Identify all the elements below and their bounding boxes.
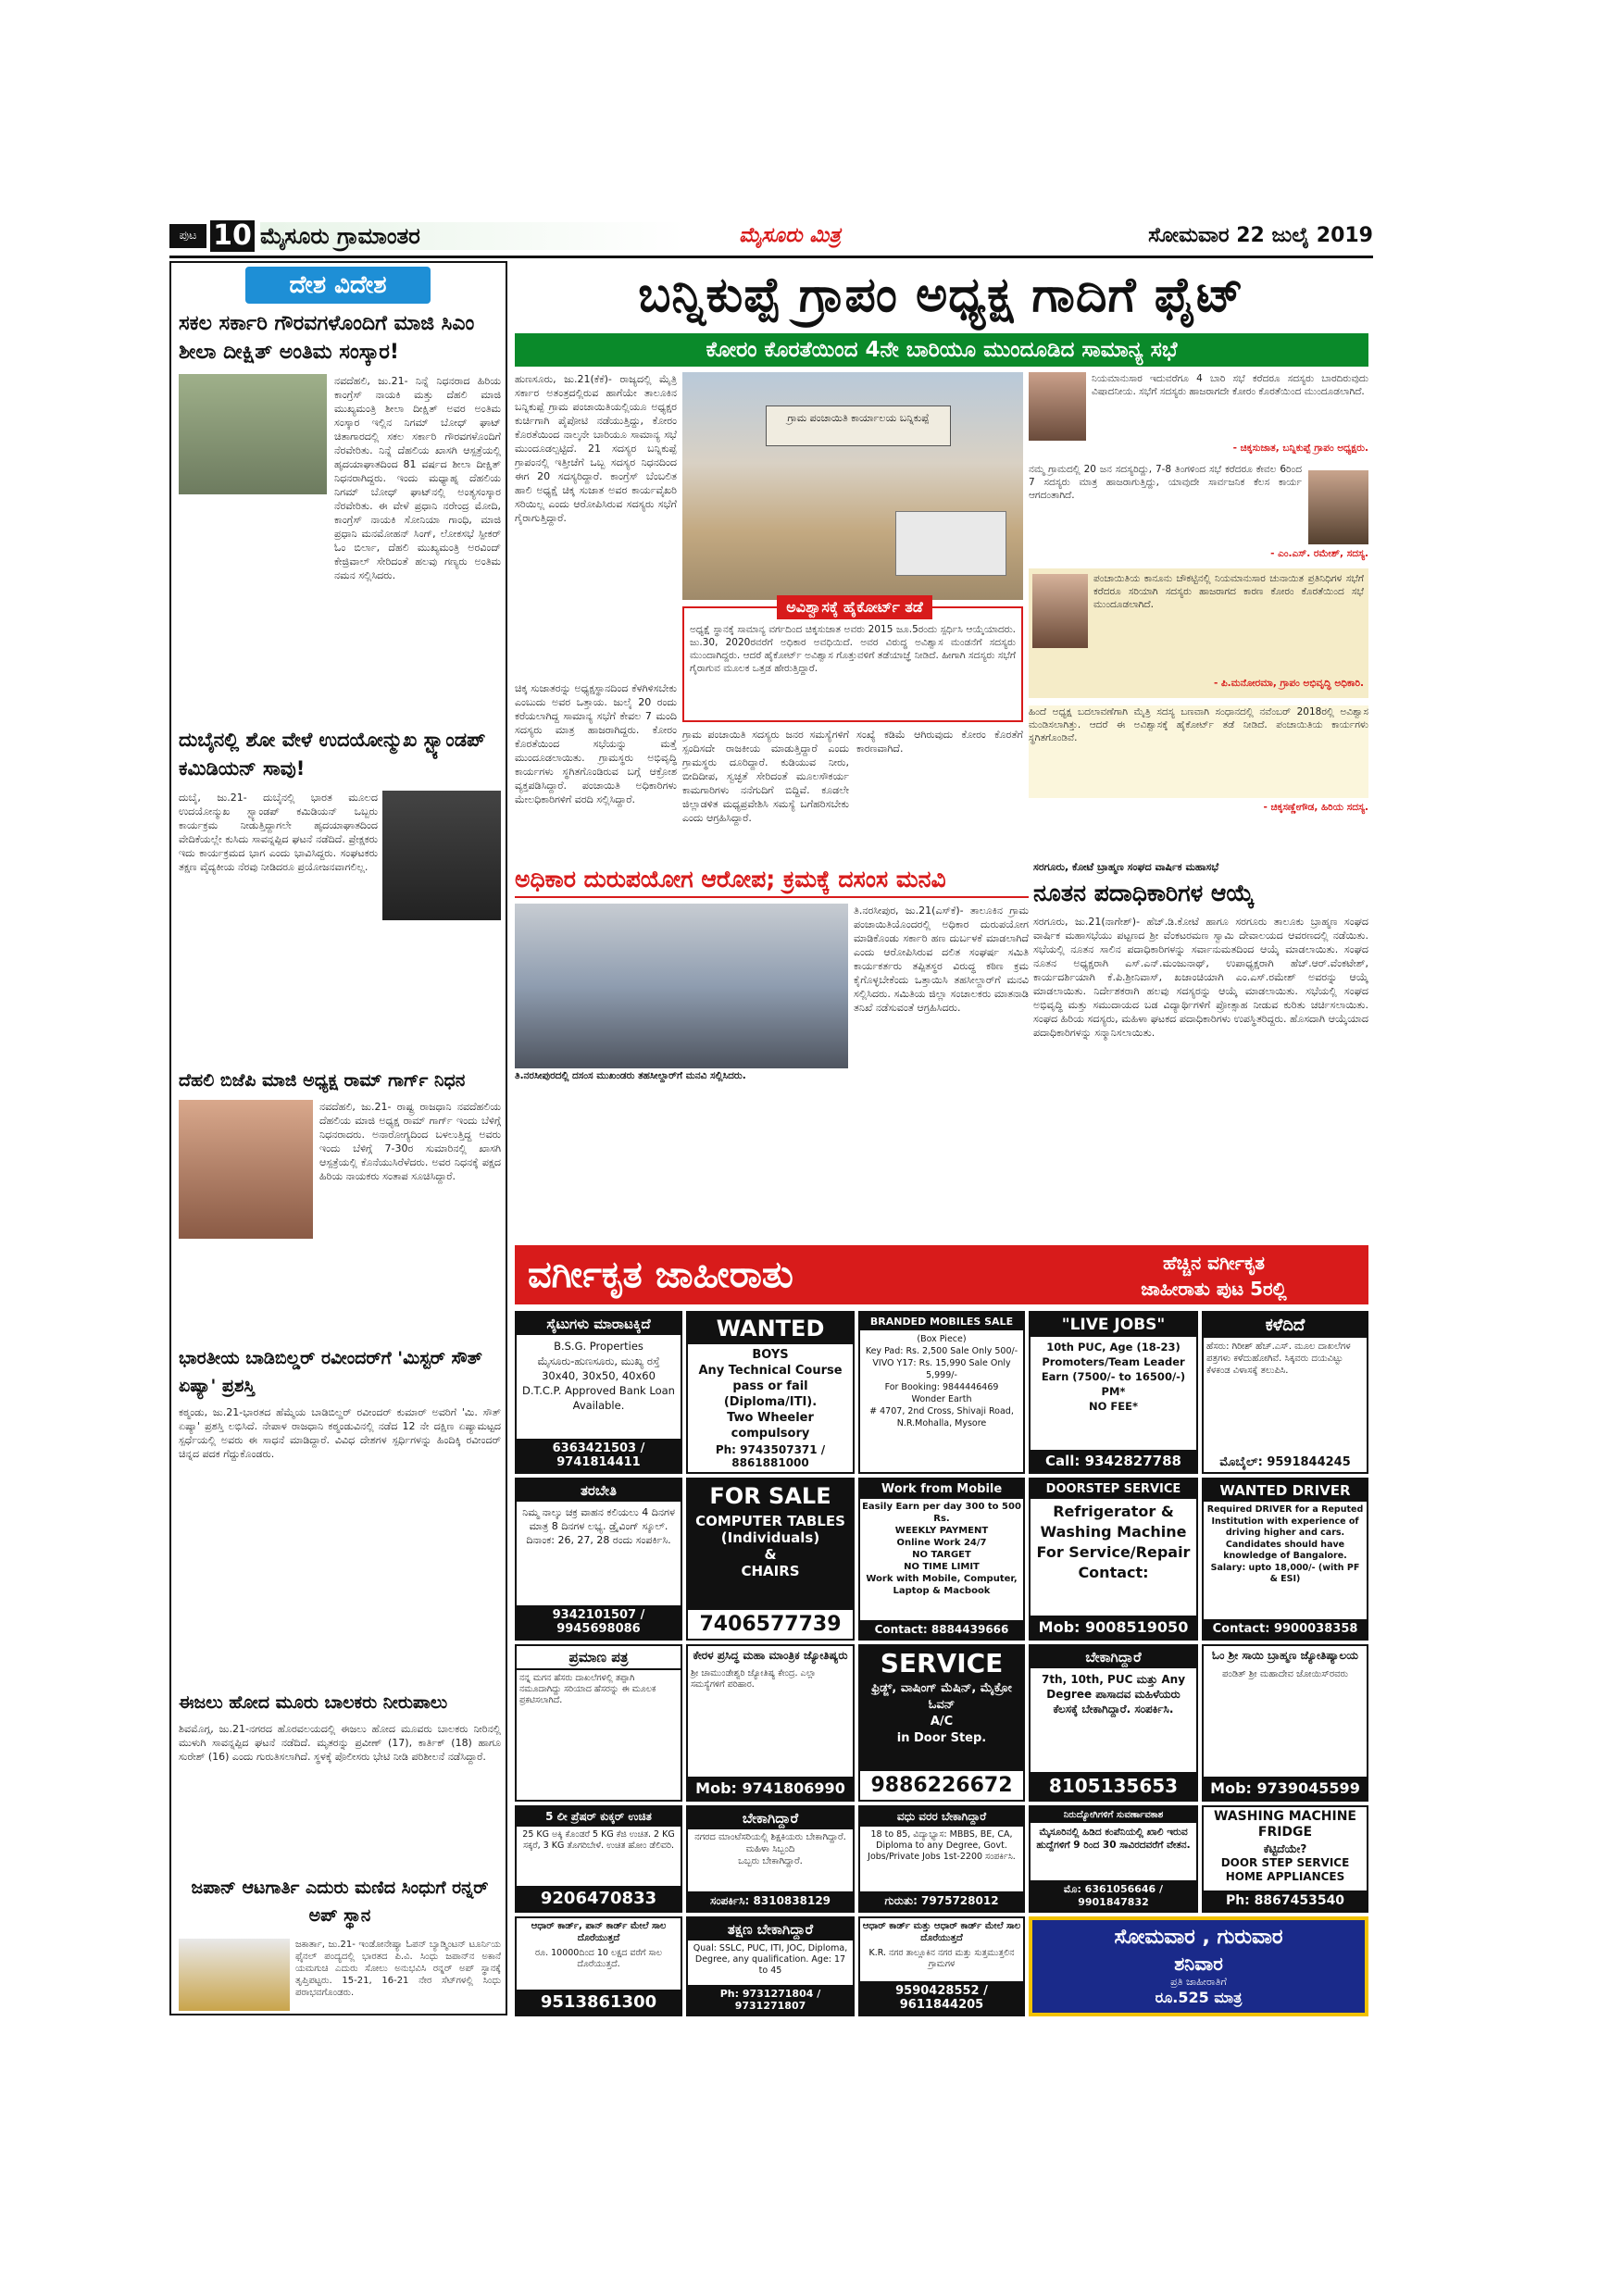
ad-body: ಫ್ರಿಡ್ಜ್, ವಾಷಿಂಗ್ ಮೆಷಿನ್, ಮೈಕ್ರೋ ಓವನ್ A/C in Door Step. xyxy=(871,1681,1012,1745)
ad-work-from-mobile xyxy=(858,1478,1025,1641)
ad-title: ಬೇಕಾಗಿದ್ದಾರೆ xyxy=(1031,1646,1196,1668)
ad-cooker-free xyxy=(515,1805,682,1913)
building-sign: ಗ್ರಾಮ ಪಂಚಾಯಿತಿ ಕಾರ್ಯಾಲಯ ಬನ್ನಿಕುಪ್ಪೆ xyxy=(766,406,951,446)
ad-live-jobs xyxy=(1029,1311,1198,1474)
ad-phone: 6363421503 / 9741814411 xyxy=(517,1439,681,1472)
ad-title: ಕಳೆದಿದೆ xyxy=(1204,1313,1367,1338)
classified-line2: ಜಾಹೀರಾತು ಪುಟ 5ರಲ್ಲಿ xyxy=(1141,1278,1287,1300)
ad-body: Qual: SSLC, PUC, ITI, JOC, Diploma, Degree, any qualification. Age: 17 to 45 xyxy=(693,1943,848,1976)
classified-banner xyxy=(515,1245,1368,1304)
quote4-attribution: - ಚಿಕ್ಕಸಣ್ಣೇಗೌಡ, ಹಿರಿಯ ಸದಸ್ಯ. xyxy=(1263,802,1368,813)
story6-body: ಜಕಾರ್ತಾ, ಜು.21- ಇಂಡೋನೇಷ್ಯಾ ಓಪನ್ ಬ್ಯಾಡ್ಮಿಂಟನ್ ಟೂರ್ನಿಯ ಫೈನಲ್ ಪಂದ್ಯದಲ್ಲಿ ಭಾರತದ ಪಿ.ವಿ. ಸಿಂಧು ಜಪಾನ್‌ನ ಅಕಾನೆ ಯಮಗುಚಿ ಎದುರು ಸೋಲು ಅನುಭವಿಸಿ ರನ್ನರ್ ಅಪ್ ಸ್ಥಾನಕ್ಕೆ ತೃಪ್ತಿಪಟ್ಟರು. 15-21, 16-21 ನೇರ ಸೆಟ್‌ಗಳಲ್ಲಿ ಸಿಂಧು ಪರಾಭವಗೊಂಡರು. xyxy=(295,1940,501,1998)
main-col1: ಹುಣಸೂರು, ಜು.21(ಕೆಕೆ)- ರಾಜ್ಯದಲ್ಲಿ ಮೈತ್ರಿ ಸರ್ಕಾರ ಅತಂತ್ರದಲ್ಲಿರುವ ಹಾಗೆಯೇ ತಾಲೂಕಿನ ಬನ್ನಿಕುಪ್ಪೆ ಗ್ರಾಮ ಪಂಚಾಯಿತಿಯಲ್ಲಿಯೂ ಅಧ್ಯಕ್ಷರ ಕುರ್ಚಿಗಾಗಿ ಪೈಪೋಟಿ ನಡೆಯುತ್ತಿದ್ದು, ಕೋರಂ ಕೊರತೆಯಿಂದ ನಾಲ್ಕನೇ ಬಾರಿಯೂ ಸಾಮಾನ್ಯ ಸಭೆ ಮುಂದೂಡಲ್ಪಟ್ಟಿದೆ. 21 ಸದಸ್ಯರ ಬನ್ನಿಕುಪ್ಪೆ ಗ್ರಾಪಂನಲ್ಲಿ ಇತ್ತೀಚೆಗೆ ಒಬ್ಬ ಸದಸ್ಯರ ನಿಧನದಿಂದ ಈಗ 20 ಸದಸ್ಯರಿದ್ದಾರೆ. ಕಾಂಗ್ರೆಸ್ ಬೆಂಬಲಿತ ಹಾಲಿ ಅಧ್ಯಕ್ಷೆ ಚಿಕ್ಕ ಸುಜಾತ ಅವರ ಕಾರ್ಯವೈಖರಿ ಸರಿಯಿಲ್ಲ ಎಂದು ಆರೋಪಿಸಿರುವ ಸದಸ್ಯರು ಸಭೆಗೆ ಗೈರಾಗುತ್ತಿದ್ದಾರೆ. xyxy=(515,373,677,524)
quote4-body: ಹಿಂದೆ ಅಧ್ಯಕ್ಷ ಬದಲಾವಣೆಗಾಗಿ ಮೈತ್ರಿ ಸದಸ್ಯ ಬಣವಾಗಿ ಸಂಧಾನದಲ್ಲಿ ನವೆಂಬರ್ 2018ರಲ್ಲಿ ಅವಿಶ್ವಾಸ ಮಂಡಿಸಲಾಗಿತ್ತು. ಆದರೆ ಈ ಅವಿಶ್ವಾಸಕ್ಕೆ ಹೈಕೋರ್ಟ್ ತಡೆ ನೀಡಿದೆ. ಪಂಚಾಯಿತಿಯ ಕಾರ್ಯಗಳು ಸ್ಥಗಿತಗೊಂಡಿವೆ. xyxy=(1029,705,1368,798)
ad-phone: 9886226672 xyxy=(860,1771,1023,1800)
quote2-body: ನಮ್ಮ ಗ್ರಾಮದಲ್ಲಿ 20 ಜನ ಸದಸ್ಯರಿದ್ದು, 7-8 ತಿಂಗಳಿಂದ ಸಭೆ ಕರೆದರೂ ಕೇವಲ 6ರಿಂದ 7 ಸದಸ್ಯರು ಮಾತ್ರ ಹಾಜರಾಗುತ್ತಿದ್ದು, ಯಾವುದೇ ಸಾರ್ವಜನಿಕ ಕೆಲಸ ಕಾರ್ಯ ಆಗದಂತಾಗಿದೆ. xyxy=(1029,464,1302,501)
sidebar-title: ಅವಿಶ್ವಾಸಕ್ಕೆ ಹೈಕೋರ್ಟ್ ತಡೆ xyxy=(777,595,932,619)
ad-training xyxy=(515,1478,682,1641)
ad-aadhar-loan xyxy=(515,1916,682,2016)
sidebar-box xyxy=(682,598,1023,722)
ad-phone: 9206470833 xyxy=(517,1886,681,1911)
ad-sites-sale xyxy=(515,1311,682,1474)
ad-title: WANTED DRIVER xyxy=(1204,1479,1367,1502)
ad-phone: 8105135653 xyxy=(1031,1772,1196,1800)
ad-title: SERVICE xyxy=(880,1648,1004,1678)
ad-title: ಪ್ರಮಾಣ ಪತ್ರ xyxy=(517,1646,681,1670)
ad-phone: ಮೊ: 6361056646 / 9901847832 xyxy=(1031,1880,1196,1911)
ad-title: ಸೈಟುಗಳು ಮಾರಾಟಕ್ಕಿದೆ xyxy=(517,1313,681,1335)
ad-title: WANTED xyxy=(688,1313,853,1344)
brahmana-story xyxy=(1033,861,1368,1241)
ad-title: 5 ಲೀ ಪ್ರೆಷರ್ ಕುಕ್ಕರ್ ಉಚಿತ xyxy=(517,1807,681,1827)
ad-mobiles-sale xyxy=(858,1311,1025,1474)
dasanna-body: ತಿ.ನರಸೀಪುರ, ಜು.21(ಎಸ್‌ಕೆ)- ತಾಲೂಕಿನ ಗ್ರಾಮ ಪಂಚಾಯಿತಿಯೊಂದರಲ್ಲಿ ಅಧಿಕಾರ ದುರುಪಯೋಗ ಮಾಡಿಕೊಂಡು ಸರ್ಕಾರಿ ಹಣ ದುರ್ಬಳಕೆ ಮಾಡಲಾಗಿದೆ ಎಂದು ಆರೋಪಿಸಿರುವ ದಲಿತ ಸಂಘರ್ಷ ಸಮಿತಿ ಕಾರ್ಯಕರ್ತರು ತಪ್ಪಿತಸ್ಥರ ವಿರುದ್ಧ ಕಠಿಣ ಕ್ರಮ ಕೈಗೊಳ್ಳಬೇಕೆಂದು ಒತ್ತಾಯಿಸಿ ತಹಸೀಲ್ದಾರ್‌ಗೆ ಮನವಿ ಸಲ್ಲಿಸಿದರು. ಸಮಿತಿಯ ಜಿಲ್ಲಾ ಸಂಚಾಲಕರು ಮಾತನಾಡಿ ತನಿಖೆ ನಡೆಸುವಂತೆ ಆಗ್ರಹಿಸಿದರು. xyxy=(854,905,1029,1014)
ad-phone: 9342101507 / 9945698086 xyxy=(517,1605,681,1639)
ad-body: Easily Earn per day 300 to 500 Rs. WEEKLY PAYMENT Online Work 24/7 NO TARGET NO TIME LIMIT Work with Mobile, Computer, Laptop & Macbook xyxy=(862,1502,1021,1596)
page-label: ಪುಟ xyxy=(169,224,206,248)
ad-body: COMPUTER TABLES (Individuals) & CHAIRS xyxy=(695,1513,845,1579)
page-number: 10 xyxy=(210,220,255,252)
rate-price: ರೂ.525 ಮಾತ್ರ xyxy=(1155,1989,1243,2006)
story2-photo xyxy=(382,791,501,920)
ad-title: ಆಧಾರ್ ಕಾರ್ಡ್ ಮತ್ತು ಆಧಾರ್ ಕಾರ್ಡ್ ಮೇಲೆ ಸಾಲ ದೊರೆಯುತ್ತದೆ xyxy=(862,1921,1021,1943)
story6-photo xyxy=(179,1939,290,2011)
sidebar-body: ಅಧ್ಯಕ್ಷೆ ಸ್ಥಾನಕ್ಕೆ ಸಾಮಾನ್ಯ ವರ್ಗದಿಂದ ಚಿಕ್ಕಸುಜಾತ ಅವರು 2015 ಜೂ.5ರಂದು ಸ್ಪರ್ಧಿಸಿ ಆಯ್ಕೆಯಾದರು. ಜು.30, 2020ರವರೆಗೆ ಅಧಿಕಾರ ಅವಧಿಯಿದೆ. ಅವರ ವಿರುದ್ಧ ಅವಿಶ್ವಾಸ ಮಂಡನೆಗೆ ಸದಸ್ಯರು ಮುಂದಾಗಿದ್ದರು. ಆದರೆ ಹೈಕೋರ್ಟ್ ಅವಿಶ್ವಾಸ ಗೊತ್ತುವಳಿಗೆ ತಡೆಯಾಜ್ಞೆ ನೀಡಿದೆ. ಹೀಗಾಗಿ ಸದಸ್ಯರು ಸಭೆಗೆ ಗೈರಾಗುವ ಮೂಲಕ ಒತ್ತಡ ಹೇರುತ್ತಿದ್ದಾರೆ. xyxy=(690,624,1016,674)
classified-title: ವರ್ಗೀಕೃತ ಜಾಹೀರಾತು xyxy=(528,1254,793,1296)
story3-photo xyxy=(179,1100,313,1239)
story2-headline: ದುಬೈನಲ್ಲಿ ಶೋ ವೇಳೆ ಉದಯೋನ್ಮುಖ ಸ್ಟ್ಯಾಂಡಪ್ ಕಮಿಡಿಯನ್ ಸಾವು! xyxy=(179,729,486,780)
ad-phone: Contact: 9900038358 xyxy=(1204,1619,1367,1639)
ad-astrologer-sai xyxy=(1202,1644,1368,1802)
brahmana-kicker: ಸರಗೂರು, ಕೋಟೆ ಬ್ರಾಹ್ಮಣ ಸಂಘದ ವಾರ್ಷಿಕ ಮಹಾಸಭೆ xyxy=(1033,861,1219,873)
vehicle xyxy=(895,511,1006,576)
section-badge: ದೇಶ ವಿದೇಶ xyxy=(245,267,431,304)
quote3-body: ಪಂಚಾಯಿತಿಯ ಕಾನೂನು ಚೌಕಟ್ಟಿನಲ್ಲಿ ನಿಯಮಾನುಸಾರ ಚುನಾಯಿತ ಪ್ರತಿನಿಧಿಗಳ ಸಭೆಗೆ ಕರೆದರೂ ಸರಿಯಾಗಿ ಸದಸ್ಯರು ಹಾಜರಾಗದ ಕಾರಣ ಕೋರಂ ಕೊರತೆಯಿಂದ ಸಭೆ ಮುಂದೂಡಲಾಗಿದೆ. xyxy=(1093,573,1364,610)
building-photo xyxy=(682,372,1023,600)
ad-doorstep-service xyxy=(1029,1478,1198,1641)
ad-title: "LIVE JOBS" xyxy=(1031,1313,1196,1337)
main-col3: ಗ್ರಾಮ ಪಂಚಾಯಿತಿ ಸದಸ್ಯರು ಜನರ ಸಮಸ್ಯೆಗಳಿಗೆ ಸ್ಪಂದಿಸದೇ ರಾಜಕೀಯ ಮಾಡುತ್ತಿದ್ದಾರೆ ಎಂದು ಗ್ರಾಮಸ್ಥರು ದೂರಿದ್ದಾರೆ. ಕುಡಿಯುವ ನೀರು, ಬೀದಿದೀಪ, ಸ್ವಚ್ಛತೆ ಸೇರಿದಂತೆ ಮೂಲಸೌಕರ್ಯ ಕಾಮಗಾರಿಗಳು ನನೆಗುದಿಗೆ ಬಿದ್ದಿವೆ. ಕೂಡಲೇ ಜಿಲ್ಲಾಡಳಿತ ಮಧ್ಯಪ್ರವೇಶಿಸಿ ಸಮಸ್ಯೆ ಬಗೆಹರಿಸಬೇಕು ಎಂದು ಆಗ್ರಹಿಸಿದ್ದಾರೆ. xyxy=(682,729,849,824)
ad-wanted-boys xyxy=(686,1311,855,1474)
ad-matrimony xyxy=(858,1805,1025,1913)
ad-body: 18 to 85, ವಿದ್ಯಾಭ್ಯಾಸ: MBBS, BE, CA, Diploma to any Degree, Govt. Jobs/Private Jobs 1st-2200 ಸಂಪರ್ಕಿಸಿ. xyxy=(868,1829,1016,1862)
story1-body: ನವದೆಹಲಿ, ಜು.21- ನಿನ್ನೆ ನಿಧನರಾದ ಹಿರಿಯ ಕಾಂಗ್ರೆಸ್ ನಾಯಕಿ ಮತ್ತು ದೆಹಲಿ ಮಾಜಿ ಮುಖ್ಯಮಂತ್ರಿ ಶೀಲಾ ದೀಕ್ಷಿತ್ ಅವರ ಅಂತಿಮ ಸಂಸ್ಕಾರ ಇಲ್ಲಿನ ನಿಗಮ್ ಬೋಧ್ ಘಾಟ್ ಚಿತಾಗಾರದಲ್ಲಿ ಸಕಲ ಸರ್ಕಾರಿ ಗೌರವಗಳೊಂದಿಗೆ ನೆರವೇರಿತು. ನಿನ್ನೆ ದೆಹಲಿಯ ಖಾಸಗಿ ಆಸ್ಪತ್ರೆಯಲ್ಲಿ ಹೃದಯಾಘಾತದಿಂದ 81 ವರ್ಷದ ಶೀಲಾ ದೀಕ್ಷಿತ್ ನಿಧನರಾಗಿದ್ದರು. ಇಂದು ಮಧ್ಯಾಹ್ನ ದೆಹಲಿಯ ನಿಗಮ್ ಬೋಧ್ ಘಾಟ್‌ನಲ್ಲಿ ಅಂತ್ಯಸಂಸ್ಕಾರ ನೆರವೇರಿತು. ಈ ವೇಳೆ ಪ್ರಧಾನಿ ನರೇಂದ್ರ ಮೋದಿ, ಕಾಂಗ್ರೆಸ್ ನಾಯಕಿ ಸೋನಿಯಾ ಗಾಂಧಿ, ಮಾಜಿ ಪ್ರಧಾನಿ ಮನಮೋಹನ್ ಸಿಂಗ್, ಲೋಕಸಭೆ ಸ್ಪೀಕರ್ ಓಂ ಬಿರ್ಲಾ, ದೆಹಲಿ ಮುಖ್ಯಮಂತ್ರಿ ಅರವಿಂದ್ ಕೇಜ್ರಿವಾಲ್ ಸೇರಿದಂತೆ ಹಲವು ಗಣ್ಯರು ಅಂತಿಮ ನಮನ ಸಲ್ಲಿಸಿದರು. xyxy=(334,375,501,581)
main-col3b: ಸಂಖ್ಯೆ ಕಡಿಮೆ ಆಗಿರುವುದು ಕೋರಂ ಕೊರತೆಗೆ ಕಾರಣವಾಗಿದೆ. xyxy=(856,729,1023,755)
ad-appliance-service xyxy=(858,1644,1025,1802)
ad-title: ತಕ್ಷಣ ಬೇಕಾಗಿದ್ದಾರೆ xyxy=(688,1918,853,1940)
main-col2: ಚಿಕ್ಕ ಸುಜಾತರನ್ನು ಅಧ್ಯಕ್ಷಸ್ಥಾನದಿಂದ ಕೆಳಗಿಳಿಸಬೇಕು ಎಂಬುದು ಅವರ ಒತ್ತಾಯ. ಜುಲೈ 20 ರಂದು ಕರೆಯಲಾಗಿದ್ದ ಸಾಮಾನ್ಯ ಸಭೆಗೆ ಕೇವಲ 7 ಮಂದಿ ಸದಸ್ಯರು ಮಾತ್ರ ಹಾಜರಾಗಿದ್ದರು. ಕೋರಂ ಕೊರತೆಯಿಂದ ಸಭೆಯನ್ನು ಮತ್ತೆ ಮುಂದೂಡಲಾಯಿತು. ಗ್ರಾಮಸ್ಥರು ಅಭಿವೃದ್ಧಿ ಕಾರ್ಯಗಳು ಸ್ಥಗಿತಗೊಂಡಿರುವ ಬಗ್ಗೆ ಆಕ್ರೋಶ ವ್ಯಕ್ತಪಡಿಸಿದ್ದಾರೆ. ಪಂಚಾಯಿತಿ ಅಧಿಕಾರಿಗಳು ಮೇಲಧಿಕಾರಿಗಳಿಗೆ ವರದಿ ಸಲ್ಲಿಸಿದ್ದಾರೆ. xyxy=(515,682,677,805)
rate-per-ad: ಪ್ರತಿ ಜಾಹೀರಾತಿಗೆ xyxy=(1170,1976,1227,1988)
story6-headline: ಜಪಾನ್ ಆಟಗಾರ್ತಿ ಎದುರು ಮಣಿದ ಸಿಂಧುಗೆ ರನ್ನರ್ ಅಪ್ ಸ್ಥಾನ xyxy=(191,1878,489,1926)
ad-title: Work from Mobile xyxy=(860,1479,1023,1499)
ad-phone: ಗುರುತು: 7975728012 xyxy=(860,1891,1023,1911)
ad-title: FOR SALE xyxy=(709,1483,831,1509)
ad-title: BRANDED MOBILES SALE xyxy=(860,1313,1023,1330)
quote2-photo xyxy=(1308,470,1368,544)
ad-body: ರೂ. 10000ದಿಂದ 10 ಲಕ್ಷದ ವರೆಗೆ ಸಾಲ ದೊರೆಯುತ್ತದೆ. xyxy=(534,1948,663,1969)
quote1-attribution: - ಚಿಕ್ಕಸುಜಾತ, ಬನ್ನಿಕುಪ್ಪೆ ಗ್ರಾಪಂ ಅಧ್ಯಕ್ಷರು. xyxy=(1232,443,1368,454)
ad-phone: Contact: 8884439666 xyxy=(860,1620,1023,1639)
rate-box xyxy=(1029,1916,1368,2016)
ad-body: BOYS Any Technical Course pass or fail (Diploma/ITI). Two Wheeler compulsory xyxy=(698,1348,843,1441)
ad-title: WASHING MACHINE FRIDGE xyxy=(1214,1809,1356,1840)
ad-body: Refrigerator & Washing Machine For Service/Repair Contact: xyxy=(1036,1503,1191,1581)
ad-phone: Mob: 9741806990 xyxy=(688,1777,853,1800)
ad-phone: 7406577739 xyxy=(688,1610,853,1639)
ad-certificate xyxy=(515,1644,682,1802)
quote3-box xyxy=(1029,568,1368,698)
quote3-attribution: - ಪಿ.ಮನೋರಮಾ, ಗ್ರಾಪಂ ಅಭಿವೃದ್ಧಿ ಅಧಿಕಾರಿ. xyxy=(1213,678,1364,689)
ad-wanted-urgent xyxy=(686,1916,855,2016)
ad-title: ವಧು ವರರ ಬೇಕಾಗಿದ್ದಾರೆ xyxy=(860,1807,1023,1827)
ad-phone: ಮೊಬೈಲ್: 9591844245 xyxy=(1204,1453,1367,1472)
story2-body: ದುಬೈ, ಜು.21- ದುಬೈನಲ್ಲಿ ಭಾರತ ಮೂಲದ ಉದಯೋನ್ಮುಖ ಸ್ಟ್ಯಾಂಡಪ್ ಕಮಿಡಿಯನ್ ಒಬ್ಬರು ಕಾರ್ಯಕ್ರಮ ನೀಡುತ್ತಿದ್ದಾಗಲೇ ಹೃದಯಾಘಾತದಿಂದ ವೇದಿಕೆಯಲ್ಲೇ ಕುಸಿದು ಸಾವನ್ನಪ್ಪಿದ ಘಟನೆ ನಡೆದಿದೆ. ಪ್ರೇಕ್ಷಕರು ಇದು ಕಾರ್ಯಕ್ರಮದ ಭಾಗ ಎಂದು ಭಾವಿಸಿದ್ದರು. ಸಂಘಟಕರು ತಕ್ಷಣ ವೈದ್ಯಕೀಯ ನೆರವು ನೀಡಿದರೂ ಪ್ರಯೋಜನವಾಗಲಿಲ್ಲ. xyxy=(179,792,378,873)
ad-phone: ಸಂಪರ್ಕಿಸಿ: 8310838129 xyxy=(688,1891,853,1911)
classified-line1: ಹೆಚ್ಚಿನ ವರ್ಗೀಕೃತ xyxy=(1162,1252,1265,1274)
ad-title: ತರಬೇತಿ xyxy=(517,1479,681,1502)
ad-phone: Call: 9342827788 xyxy=(1031,1450,1196,1472)
rate-day3: ಶನಿವಾರ xyxy=(1174,1953,1223,1975)
page-header xyxy=(169,220,1373,254)
dasanna-headline: ಅಧಿಕಾರ ದುರುಪಯೋಗ ಆರೋಪ; ಕ್ರಮಕ್ಕೆ ದಸಂಸ ಮನವಿ xyxy=(515,861,1029,898)
story3-headline: ದೆಹಲಿ ಬಿಜೆಪಿ ಮಾಜಿ ಅಧ್ಯಕ್ಷ ರಾಮ್ ಗಾರ್ಗ್ ನಿಧನ xyxy=(179,1070,466,1091)
header-rule xyxy=(169,256,1373,258)
ad-phone: Ph: 8867453540 xyxy=(1204,1890,1367,1911)
ad-title: ಕೇರಳ ಪ್ರಸಿದ್ಧ ಮಹಾ ಮಾಂತ್ರಿಕ ಜ್ಯೋತಿಷ್ಯರು xyxy=(693,1649,848,1662)
story5-headline: ಈಜಲು ಹೋದ ಮೂರು ಬಾಲಕರು ನೀರುಪಾಲು xyxy=(179,1692,448,1713)
dasanna-story xyxy=(515,861,1029,1241)
ad-body: 25 KG ಅಕ್ಕಿ ಕೊಂಡರೆ 5 KG ಕೆಜಿ ಉಚಿತ. 2 KG ಸಕ್ಕರೆ, 3 KG ತೊಗರಿಬೇಳೆ. ಉಚಿತ ಹೋಂ ಡೆಲಿವರಿ. xyxy=(522,1829,675,1851)
ad-phone: Mob: 9008519050 xyxy=(1031,1616,1196,1639)
ad-phone: 9513861300 xyxy=(517,1990,681,2015)
ad-body: ಹೆಸರು: ಗಿರೀಶ್ ಹೆಚ್.ಎಸ್. ಮೂಲ ದಾಖಲೆಗಳ ಪತ್ರಗಳು ಕಳೆದುಹೋಗಿವೆ. ಸಿಕ್ಕವರು ದಯವಿಟ್ಟು ಕೆಳಕಂಡ ವಿಳಾಸಕ್ಕೆ ತಲುಪಿಸಿ. xyxy=(1206,1341,1351,1376)
dasanna-photo xyxy=(515,904,848,1068)
quote2-attribution: - ಎಂ.ಎಸ್. ರಮೇಶ್, ಸದಸ್ಯ. xyxy=(1270,548,1368,559)
brahmana-headline: ನೂತನ ಪದಾಧಿಕಾರಿಗಳ ಆಯ್ಕೆ xyxy=(1033,880,1255,906)
ad-wanted-women xyxy=(1029,1644,1198,1802)
ad-body: (Box Piece) Key Pad: Rs. 2,500 Sale Only 500/- VIVO Y17: Rs. 15,990 Sale Only 5,999/- For Booking: 9844446469 Wonder Earth # 4707, 2nd Cross, Shivaji Road, N.R.Mohalla, Mysore xyxy=(865,1334,1018,1429)
ad-body: 7th, 10th, PUC ಮತ್ತು Any Degree ಪಾಸಾದವ ಮಹಿಳೆಯರು ಕೆಲಸಕ್ಕೆ ಬೇಕಾಗಿದ್ದಾರೆ. ಸಂಪರ್ಕಿಸಿ. xyxy=(1041,1673,1186,1716)
main-subheadline: ಕೋರಂ ಕೊರತೆಯಿಂದ 4ನೇ ಬಾರಿಯೂ ಮುಂದೂಡಿದ ಸಾಮಾನ್ಯ ಸಭೆ xyxy=(515,333,1368,367)
ad-body: K.R. ನಗರ ತಾಲ್ಲೂಕಿನ ನಗರ ಮತ್ತು ಸುತ್ತಮುತ್ತಲಿನ ಗ್ರಾಮಗಳ xyxy=(868,1948,1015,1969)
story4-body: ಕಠ್ಮಂಡು, ಜು.21-ಭಾರತದ ಹೆಮ್ಮೆಯ ಬಾಡಿಬಿಲ್ಡರ್ ರವೀಂದರ್ ಕುಮಾರ್ ಅವರಿಗೆ 'ಮಿ. ಸೌತ್ ಏಷ್ಯಾ' ಪ್ರಶಸ್ತಿ ಲಭಿಸಿದೆ. ನೇಪಾಳ ರಾಜಧಾನಿ ಕಠ್ಮಂಡುವಿನಲ್ಲಿ ನಡೆದ 12 ನೇ ದಕ್ಷಿಣ ಏಷ್ಯಾಮಟ್ಟದ ಸ್ಪರ್ಧೆಯಲ್ಲಿ ಅವರು ಈ ಸಾಧನೆ ಮಾಡಿದ್ದಾರೆ. ವಿವಿಧ ದೇಶಗಳ ಸ್ಪರ್ಧಿಗಳನ್ನು ಹಿಂದಿಕ್ಕಿ ರವೀಂದರ್ ಚಿನ್ನದ ಪದಕ ಗೆದ್ದುಕೊಂಡರು. xyxy=(179,1406,501,1460)
ad-title: ಬೇಕಾಗಿದ್ದಾರೆ xyxy=(688,1807,853,1829)
ad-body: ನಿಮ್ಮ ನಾಲ್ಕು ಚಕ್ರ ವಾಹನ ಕಲಿಯಲು 4 ದಿನಗಳ ಮಾತ್ರ 8 ದಿನಗಳ ಲಭ್ಯ. ಡ್ರೈವಿಂಗ್ ಸ್ಕೂಲ್. ದಿನಾಂಕ: 26, 27, 28 ರಂದು ಸಂಪರ್ಕಿಸಿ. xyxy=(522,1506,675,1546)
ad-lost xyxy=(1202,1311,1368,1474)
ad-washing-machine xyxy=(1202,1805,1368,1913)
story1-headline: ಸಕಲ ಸರ್ಕಾರಿ ಗೌರವಗಳೊಂದಿಗೆ ಮಾಜಿ ಸಿಎಂ ಶೀಲಾ ದೀಕ್ಷಿತ್ ಅಂತಿಮ ಸಂಸ್ಕಾರ! xyxy=(179,312,475,364)
ad-title: ಓಂ ಶ್ರೀ ಸಾಯಿ ಬ್ರಾಹ್ಮಣ ಜ್ಯೋತಿಷ್ಯಾಲಯ xyxy=(1212,1649,1358,1662)
ad-body: ನಗರದ ಮಾಂಟೆಸರಿಯಲ್ಲಿ ಶಿಕ್ಷಕಿಯರು ಬೇಕಾಗಿದ್ದಾರೆ. ಮಹಿಳಾ ಸಿಬ್ಬಂದಿ ಒಬ್ಬರು ಬೇಕಾಗಿದ್ದಾರೆ. xyxy=(694,1832,846,1866)
ad-aadhar-loan-2 xyxy=(858,1916,1025,2016)
ad-jobs-opportunity xyxy=(1029,1805,1198,1913)
ad-wanted-driver xyxy=(1202,1478,1368,1641)
ad-body: 10th PUC, Age (18-23) Promoters/Team Leader Earn (7500/- to 16500/-) PM* NO FEE* xyxy=(1041,1341,1186,1413)
quote1-photo xyxy=(1029,372,1086,441)
ad-phone: Mob: 9739045599 xyxy=(1204,1777,1367,1800)
story3-body: ನವದೆಹಲಿ, ಜು.21- ರಾಷ್ಟ್ರ ರಾಜಧಾನಿ ನವದೆಹಲಿಯ ದೆಹಲಿಯ ಮಾಜಿ ಅಧ್ಯಕ್ಷ ರಾಮ್ ಗಾರ್ಗ್ ಇಂದು ಬೆಳಿಗ್ಗೆ ನಿಧನರಾದರು. ಅನಾರೋಗ್ಯದಿಂದ ಬಳಲುತ್ತಿದ್ದ ಅವರು ಇಂದು ಬೆಳಿಗ್ಗೆ 7-30ರ ಸುಮಾರಿನಲ್ಲಿ ಖಾಸಗಿ ಆಸ್ಪತ್ರೆಯಲ್ಲಿ ಕೊನೆಯುಸಿರೆಳೆದರು. ಅವರ ನಿಧನಕ್ಕೆ ಪಕ್ಷದ ಹಿರಿಯ ನಾಯಕರು ಸಂತಾಪ ಸೂಚಿಸಿದ್ದಾರೆ. xyxy=(319,1101,501,1182)
quote1-body: ನಿಯಮಾನುಸಾರ ಇದುವರೆಗೂ 4 ಬಾರಿ ಸಭೆ ಕರೆದರೂ ಸದಸ್ಯರು ಬಾರದಿರುವುದು ವಿಷಾದನೀಯ. ಸಭೆಗೆ ಸದಸ್ಯರು ಹಾಜರಾಗದೇ ಕೋರಂ ಕೊರತೆಯಿಂದ ಮುಂದೂಡಲಾಗಿದೆ. xyxy=(1092,373,1368,397)
ad-body: B.S.G. Properties ಮೈಸೂರು-ಹುಣಸೂರು, ಮುಖ್ಯ ರಸ್ತೆ 30x40, 30x50, 40x60 D.T.C.P. Approved Bank Loan Available. xyxy=(522,1340,675,1412)
ad-title: ಆಧಾರ್ ಕಾರ್ಡ್, ಪಾನ್ ಕಾರ್ಡ್ ಮೇಲೆ ಸಾಲ ದೊರೆಯುತ್ತದೆ xyxy=(531,1921,667,1943)
story4-headline: ಭಾರತೀಯ ಬಾಡಿಬಿಲ್ಡರ್ ರವೀಂದರ್‌ಗೆ 'ಮಿಸ್ಟರ್ ಸೌತ್ ಏಷ್ಯಾ' ಪ್ರಶಸ್ತಿ xyxy=(179,1348,482,1396)
ad-body: ನನ್ನ ಮಗನ ಹೆಸರು ದಾಖಲೆಗಳಲ್ಲಿ ತಪ್ಪಾಗಿ ನಮೂದಾಗಿದ್ದು ಸರಿಯಾದ ಹೆಸರನ್ನು ಈ ಮೂಲಕ ಪ್ರಕಟಿಸಲಾಗಿದೆ. xyxy=(519,1673,656,1705)
ad-wanted-teachers xyxy=(686,1805,855,1913)
brahmana-body: ಸರಗೂರು, ಜು.21(ನಾಗೇಶ್)- ಹೆಚ್.ಡಿ.ಕೋಟೆ ಹಾಗೂ ಸರಗೂರು ತಾಲೂಕು ಬ್ರಾಹ್ಮಣ ಸಂಘದ ವಾರ್ಷಿಕ ಮಹಾಸಭೆಯು ಪಟ್ಟಣದ ಶ್ರೀ ವೆಂಕಟರಮಣ ಸ್ವಾಮಿ ದೇವಾಲಯದ ಆವರಣದಲ್ಲಿ ನಡೆಯಿತು. ಸಭೆಯಲ್ಲಿ ನೂತನ ಸಾಲಿನ ಪದಾಧಿಕಾರಿಗಳನ್ನು ಸರ್ವಾನುಮತದಿಂದ ಆಯ್ಕೆ ಮಾಡಲಾಯಿತು. ಸಂಘದ ನೂತನ ಅಧ್ಯಕ್ಷರಾಗಿ ಎಸ್.ಎನ್.ಮಂಜುನಾಥ್, ಉಪಾಧ್ಯಕ್ಷರಾಗಿ ಹೆಚ್.ಆರ್.ವೆಂಕಟೇಶ್, ಕಾರ್ಯದರ್ಶಿಯಾಗಿ ಕೆ.ಪಿ.ಶ್ರೀನಿವಾಸ್, ಖಜಾಂಚಿಯಾಗಿ ಎಂ.ಎಸ್.ರಮೇಶ್ ಅವರನ್ನು ಆಯ್ಕೆ ಮಾಡಲಾಯಿತು. ನಿರ್ದೇಶಕರಾಗಿ ಹಲವು ಸದಸ್ಯರನ್ನು ಆಯ್ಕೆ ಮಾಡಲಾಯಿತು. ಸಭೆಯಲ್ಲಿ ಸಂಘದ ಅಭಿವೃದ್ಧಿ ಮತ್ತು ಸಮುದಾಯದ ಬಡ ವಿದ್ಯಾರ್ಥಿಗಳಿಗೆ ಪ್ರೋತ್ಸಾಹ ನೀಡುವ ಕುರಿತು ಚರ್ಚಿಸಲಾಯಿತು. ಸಂಘದ ಹಿರಿಯ ಸದಸ್ಯರು, ಮಹಿಳಾ ಘಟಕದ ಪದಾಧಿಕಾರಿಗಳು ಉಪಸ್ಥಿತರಿದ್ದರು. ಹೊಸದಾಗಿ ಆಯ್ಕೆಯಾದ ಪದಾಧಿಕಾರಿಗಳನ್ನು ಸನ್ಮಾನಿಸಲಾಯಿತು. xyxy=(1033,916,1368,1039)
story5-body: ಶಿವಮೊಗ್ಗ, ಜು.21-ನಗರದ ಹೊರವಲಯದಲ್ಲಿ ಈಜಲು ಹೋದ ಮೂವರು ಬಾಲಕರು ನೀರಿನಲ್ಲಿ ಮುಳುಗಿ ಸಾವನ್ನಪ್ಪಿದ ಘಟನೆ ನಡೆದಿದೆ. ಮೃತರನ್ನು ಪ್ರವೀಣ್ (17), ಕಾರ್ತಿಕ್ (18) ಹಾಗೂ ಸುರೇಶ್ (16) ಎಂದು ಗುರುತಿಸಲಾಗಿದೆ. ಸ್ಥಳಕ್ಕೆ ಪೊಲೀಸರು ಭೇಟಿ ನೀಡಿ ಪರಿಶೀಲನೆ ನಡೆಸಿದ್ದಾರೆ. xyxy=(179,1723,501,1763)
ad-phone: Ph: 9731271804 / 9731271807 xyxy=(688,1985,853,2015)
rate-days: ಸೋಮವಾರ , ಗುರುವಾರ xyxy=(1114,1926,1283,1949)
ad-body: Required DRIVER for a Reputed Institution with experience of driving higher and cars. Candidates should have knowledge of Bangalore. Salary: upto 18,000/- (with PF & ESI) xyxy=(1206,1504,1364,1584)
issue-date: ಸೋಮವಾರ 22 ಜುಲೈ 2019 xyxy=(1148,224,1373,247)
ad-phone: Ph: 9743507371 / 8861881000 xyxy=(688,1441,853,1472)
left-column xyxy=(169,261,507,2015)
ad-body: ಮೈಸೂರಿನಲ್ಲಿ ಹಿಡಿದ ಕಂಪೆನಿಯಲ್ಲಿ ಖಾಲಿ ಇರುವ ಹುದ್ದೆಗಳಿಗೆ 9 ರಿಂದ 30 ಸಾವಿರದವರೆಗೆ ವೇತನ. xyxy=(1036,1827,1191,1851)
ad-title: ನಿರುದ್ಯೋಗಿಗಳಿಗೆ ಸುವರ್ಣಾವಕಾಶ xyxy=(1031,1807,1196,1823)
section-title: ಮೈಸೂರು ಗ್ರಾಮಾಂತರ xyxy=(260,222,686,250)
ad-astrologer-kerala xyxy=(686,1644,855,1802)
ad-body: ಕೆಟ್ಟಿದೆಯೇ? DOOR STEP SERVICE HOME APPLIANCES xyxy=(1220,1842,1350,1883)
dasanna-caption: ತಿ.ನರಸೀಪುರದಲ್ಲಿ ದಸಂಸ ಮುಖಂಡರು ತಹಸೀಲ್ದಾರ್‌ಗೆ ಮನವಿ ಸಲ್ಲಿಸಿದರು. xyxy=(515,1070,746,1081)
ad-body: ಶ್ರೀ ಚಾಮುಂಡೇಶ್ವರಿ ಜ್ಯೋತಿಷ್ಯ ಕೇಂದ್ರ. ಎಲ್ಲಾ ಸಮಸ್ಯೆಗಳಿಗೆ ಪರಿಹಾರ. xyxy=(691,1668,817,1690)
quotes-column xyxy=(1029,372,1368,855)
ad-phone: 9590428552 / 9611844205 xyxy=(860,1981,1023,2015)
ad-body: ಪಂಡಿತ್ ಶ್ರೀ ಮಹಾದೇವ ಜೋಯಿಸ್‌ರವರು xyxy=(1222,1669,1348,1679)
ad-for-sale-tables xyxy=(686,1478,855,1641)
ad-title: DOORSTEP SERVICE xyxy=(1031,1479,1196,1499)
paper-name: ಮೈಸೂರು ಮಿತ್ರ xyxy=(739,224,841,247)
main-headline: ಬನ್ನಿಕುಪ್ಪೆ ಗ್ರಾಪಂ ಅಧ್ಯಕ್ಷ ಗಾದಿಗೆ ಫೈಟ್ xyxy=(638,268,1244,323)
quote3-photo xyxy=(1032,574,1088,648)
